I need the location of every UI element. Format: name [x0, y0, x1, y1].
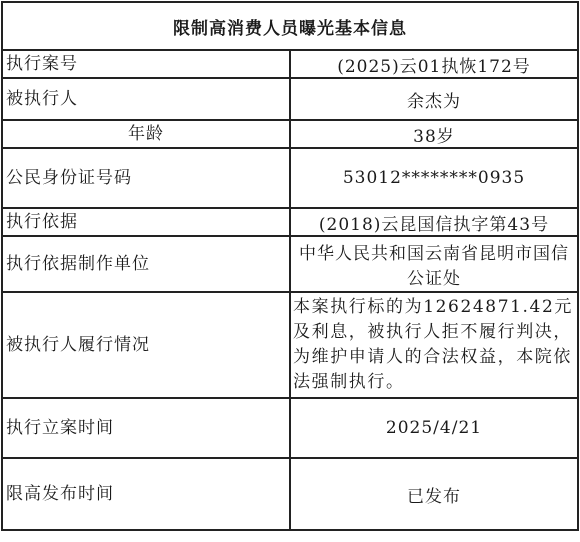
table-row — [2, 292, 578, 398]
publish-time-label: 限高发布时间 — [2, 458, 290, 530]
basis-issuer-value: 中华人民共和国云南省昆明市国信公证处 — [290, 236, 578, 292]
basis-issuer-label: 执行依据制作单位 — [2, 236, 290, 292]
performance-status-label: 被执行人履行情况 — [2, 292, 290, 398]
executed-person-label: 被执行人 — [2, 78, 290, 120]
table-row — [2, 120, 578, 148]
filing-date-label: 执行立案时间 — [2, 398, 290, 458]
case-number-value: (2025)云01执恢172号 — [290, 50, 578, 78]
table-row — [2, 208, 578, 236]
table-row — [2, 236, 578, 292]
title-row — [2, 2, 578, 50]
case-number-label: 执行案号 — [2, 50, 290, 78]
table-row — [2, 458, 578, 530]
table-row — [2, 78, 578, 120]
id-number-label: 公民身份证号码 — [2, 148, 290, 208]
table-title: 限制高消费人员曝光基本信息 — [2, 2, 578, 50]
age-value: 38岁 — [290, 120, 578, 148]
table-row — [2, 148, 578, 208]
id-number-value: 53012********0935 — [290, 148, 578, 208]
info-table — [1, 1, 579, 531]
publish-time-value: 已发布 — [290, 458, 578, 530]
table-row — [2, 50, 578, 78]
performance-status-value: 本案执行标的为12624871.42元及利息，被执行人拒不履行判决，为维护申请人的合法权益，本院依法强制执行。 — [290, 292, 578, 398]
executed-person-value: 余杰为 — [290, 78, 578, 120]
filing-date-value: 2025/4/21 — [290, 398, 578, 458]
table-row — [2, 398, 578, 458]
execution-basis-value: (2018)云昆国信执字第43号 — [290, 208, 578, 236]
age-label: 年龄 — [2, 120, 290, 148]
execution-basis-label: 执行依据 — [2, 208, 290, 236]
